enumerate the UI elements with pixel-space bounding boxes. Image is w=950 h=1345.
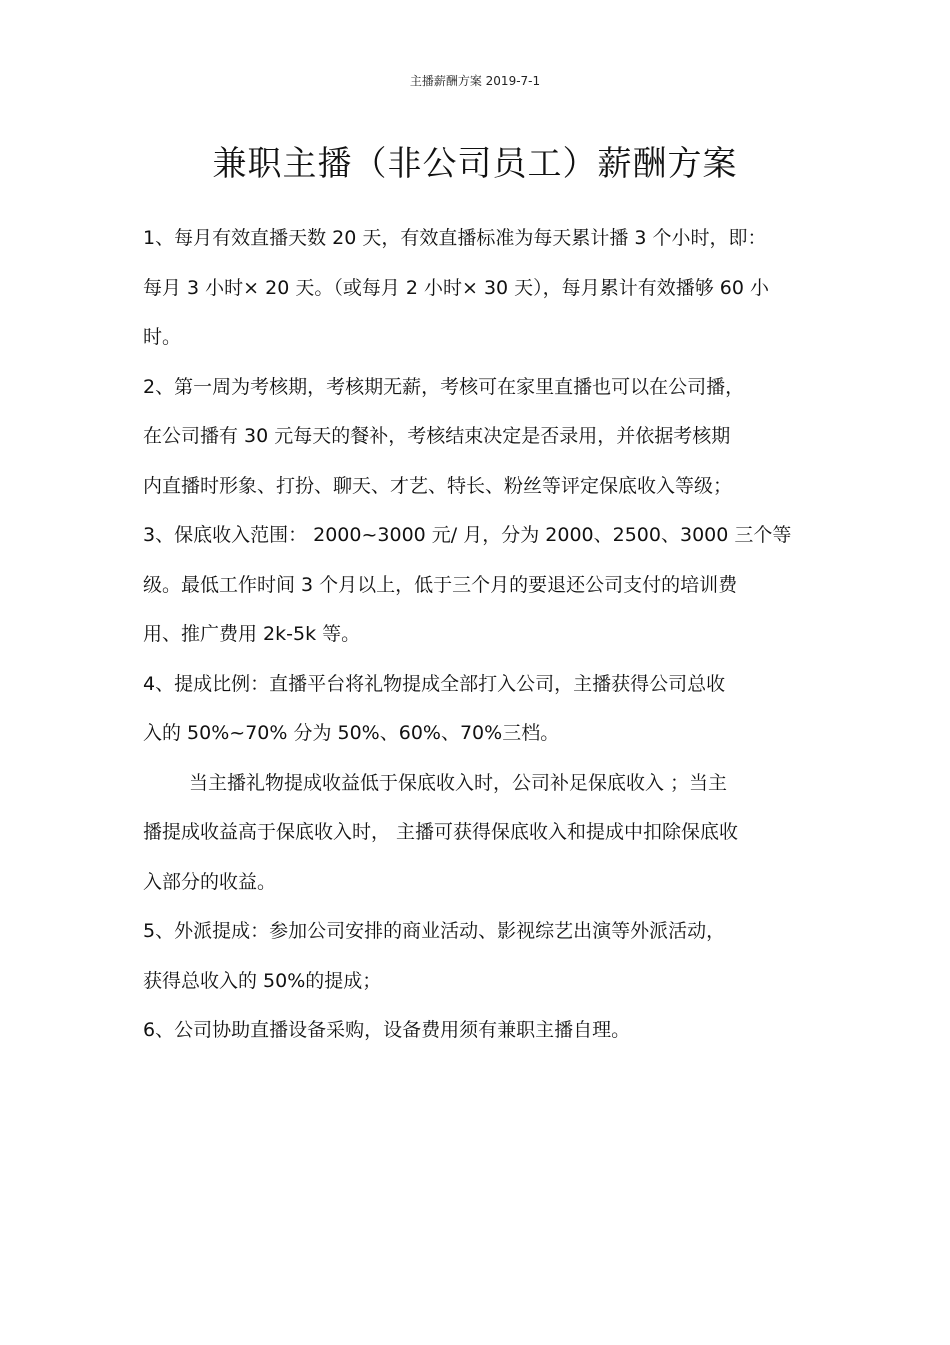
body-line: 入的 50%~70% 分为 50%、60%、70%三档。 <box>143 722 560 744</box>
body-line: 5、外派提成：参加公司安排的商业活动、影视综艺出演等外派活动， <box>143 920 726 942</box>
page-header: 主播薪酬方案 2019-7-1 <box>409 74 541 88</box>
body-line: 3、保底收入范围： 2000~3000 元/ 月，分为 2000、2500、3000 三个等 <box>143 524 792 546</box>
body-line: 6、公司协助直播设备采购，设备费用须有兼职主播自理。 <box>143 1019 631 1041</box>
body-line: 时。 <box>143 326 182 348</box>
body-line: 当主播礼物提成收益低于保底收入时，公司补足保底收入 ；当主 <box>189 771 728 794</box>
body-line: 在公司播有 30 元每天的餐补，考核结束决定是否录用，并依据考核期 <box>143 425 731 447</box>
body-line: 入部分的收益。 <box>143 870 277 893</box>
body-line: 2、第一周为考核期，考核期无薪，考核可在家里直播也可以在公司播， <box>143 375 745 398</box>
document-title: 兼职主播（非公司员工）薪酬方案 <box>212 144 738 184</box>
body-line: 1、每月有效直播天数 20 天，有效直播标准为每天累计播 3 个小时，即： <box>143 227 767 249</box>
body-line: 每月 3 小时× 20 天。（或每月 2 小时× 30 天），每月累计有效播够 60 小 <box>143 276 769 299</box>
body-line: 4、提成比例：直播平台将礼物提成全部打入公司，主播获得公司总收 <box>143 672 726 695</box>
body-line: 级。最低工作时间 3 个月以上，低于三个月的要退还公司支付的培训费 <box>143 573 738 596</box>
body-line: 内直播时形象、打扮、聊天、才艺、特长、粉丝等评定保底收入等级； <box>143 474 733 497</box>
body-line: 用、推广费用 2k-5k 等。 <box>143 623 361 645</box>
body-line: 获得总收入的 50%的提成； <box>143 969 382 992</box>
body-line: 播提成收益高于保底收入时， 主播可获得保底收入和提成中扣除保底收 <box>143 821 739 843</box>
document-body <box>143 222 833 1064</box>
